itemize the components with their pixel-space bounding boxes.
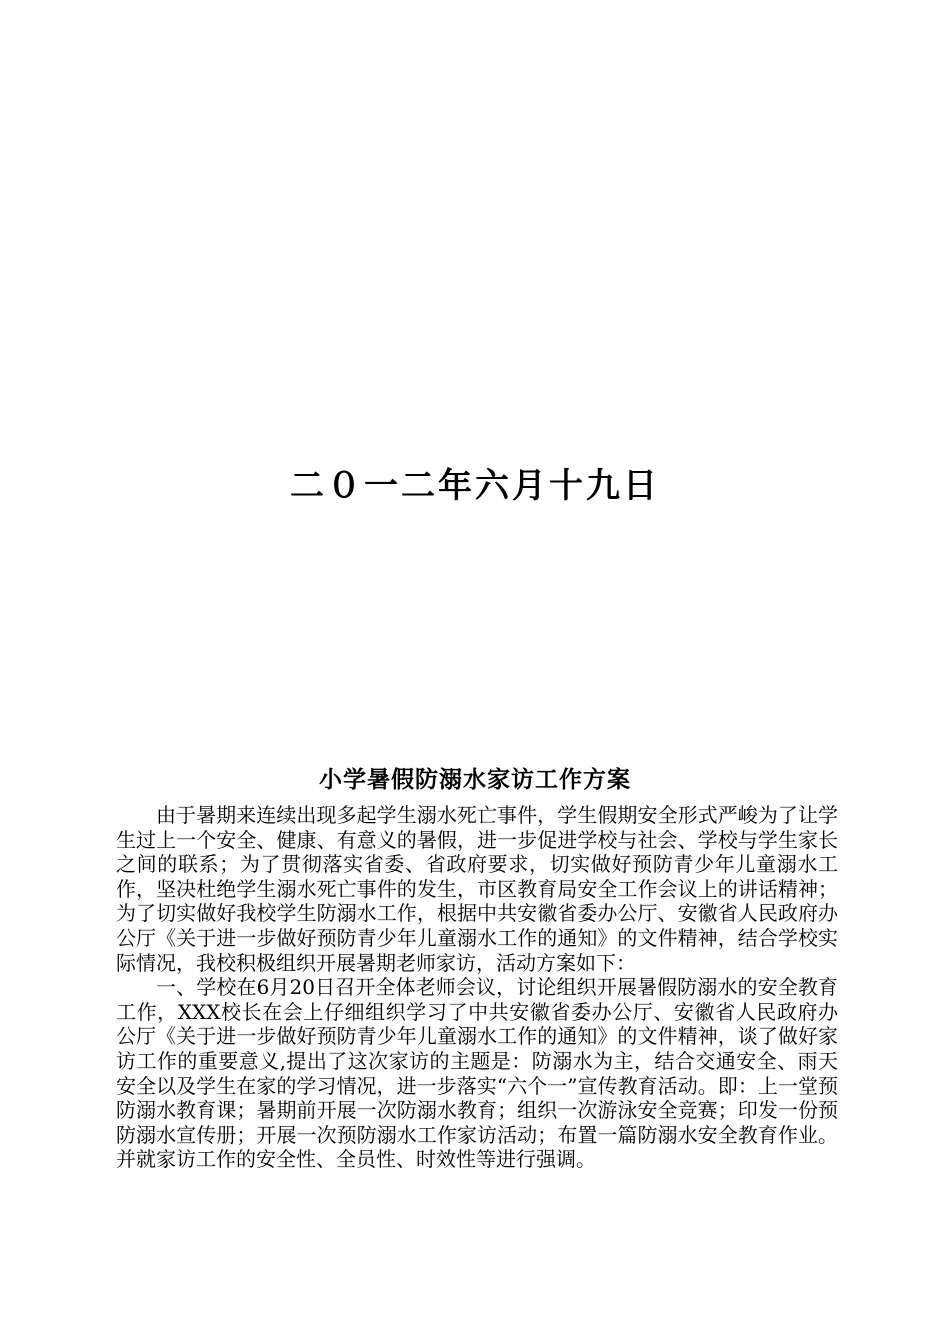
document-body <box>116 803 838 1172</box>
paragraph-section-one: 一、学校在6月20日召开全体老师会议，讨论组织开展暑假防溺水的安全教育工作，XXX校长在会上仔细组织学习了中共安徽省委办公厅、安徽省人民政府办公厅《关于进一步做好预防青少年儿童溺水工作的通知》的文件精神，谈了做好家访工作的重要意义,提出了这次家访的主题是：防溺水为主，结合交通安全、雨天安全以及学生在家的学习情况，进一步落实“六个一”宣传教育活动。即：上一堂预防溺水教育课；暑期前开展一次防溺水教育；组织一次游泳安全竞赛；印发一份预防溺水宣传册；开展一次预防溺水工作家访活动；布置一篇防溺水安全教育作业。并就家访工作的安全性、全员性、时效性等进行强调。 <box>116 975 838 1172</box>
document-title: 小学暑假防溺水家访工作方案 <box>319 766 631 793</box>
date-line: 二０一二年六月十九日 <box>290 466 660 506</box>
paragraph-intro: 由于暑期来连续出现多起学生溺水死亡事件，学生假期安全形式严峻为了让学生过上一个安全、健康、有意义的暑假，进一步促进学校与社会、学校与学生家长之间的联系；为了贯彻落实省委、省政府要求，切实做好预防青少年儿童溺水工作，坚决杜绝学生溺水死亡事件的发生，市区教育局安全工作会议上的讲话精神；为了切实做好我校学生防溺水工作，根据中共安徽省委办公厅、安徽省人民政府办公厅《关于进一步做好预防青少年儿童溺水工作的通知》的文件精神，结合学校实际情况，我校积极组织开展暑期老师家访，活动方案如下： <box>116 803 838 975</box>
